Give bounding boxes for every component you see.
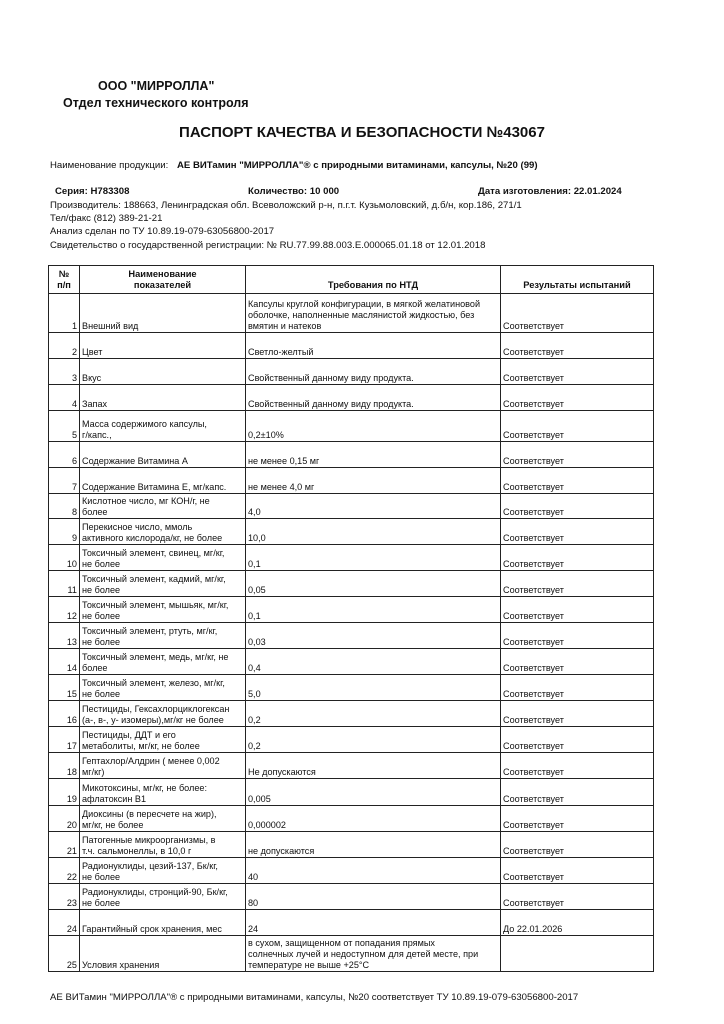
date-label: Дата изготовления:	[478, 186, 572, 197]
header-name-line: показателей	[133, 279, 192, 290]
indicator-name-line: не более	[82, 611, 121, 621]
requirement	[246, 359, 501, 385]
requirement	[246, 675, 501, 701]
table-row	[49, 468, 654, 494]
indicator-name-line: Радионуклиды, цезий-137, Бк/кг,	[82, 861, 218, 871]
indicator-name-line: не более	[82, 559, 121, 569]
requirement	[246, 623, 501, 649]
requirement	[246, 832, 501, 858]
requirement	[246, 571, 501, 597]
test-result: Соответствует	[501, 294, 654, 333]
table-row	[49, 545, 654, 571]
test-result: Соответствует	[501, 884, 654, 910]
indicator-name	[80, 411, 246, 442]
requirement	[246, 779, 501, 806]
department-name: Отдел технического контроля	[63, 96, 249, 110]
table-header	[49, 266, 654, 294]
row-number: 1	[49, 294, 80, 333]
requirement-line: 0,03	[248, 637, 266, 647]
indicator-name-line: Внешний вид	[82, 321, 139, 331]
indicator-name-line: Токсичный элемент, свинец, мг/кг,	[82, 548, 225, 558]
quantity-value: 10 000	[309, 186, 340, 197]
requirement	[246, 936, 501, 972]
indicator-name	[80, 333, 246, 359]
indicator-name	[80, 675, 246, 701]
row-number: 13	[49, 623, 80, 649]
indicator-name-line: не более	[82, 585, 121, 595]
indicator-name-line: Токсичный элемент, ртуть, мг/кг,	[82, 626, 218, 636]
test-result: Соответствует	[501, 701, 654, 727]
quantity	[248, 186, 339, 197]
table-row	[49, 675, 654, 701]
row-number: 21	[49, 832, 80, 858]
requirement-line: 0,05	[248, 585, 266, 595]
requirement	[246, 727, 501, 753]
indicator-name	[80, 701, 246, 727]
indicator-name-line: не более	[82, 898, 121, 908]
requirement	[246, 468, 501, 494]
manufacture-date	[478, 186, 622, 197]
requirement-line: вмятин и натеков	[248, 321, 322, 331]
test-result: Соответствует	[501, 442, 654, 468]
table-row	[49, 910, 654, 936]
indicator-name	[80, 779, 246, 806]
indicator-name	[80, 385, 246, 411]
test-result: Соответствует	[501, 675, 654, 701]
requirement	[246, 858, 501, 884]
test-result: Соответствует	[501, 571, 654, 597]
indicator-name-line: Содержание Витамина Е, мг/капс.	[82, 482, 227, 492]
requirement-line: 0,1	[248, 611, 261, 621]
requirement-line: 0,000002	[248, 820, 286, 830]
requirement-line: Свойственный данному виду продукта.	[248, 399, 414, 409]
requirement-line: не менее 0,15 мг	[248, 456, 320, 466]
test-result: Соответствует	[501, 545, 654, 571]
row-number: 14	[49, 649, 80, 675]
table-row	[49, 858, 654, 884]
requirement	[246, 442, 501, 468]
requirement	[246, 910, 501, 936]
test-result: Соответствует	[501, 832, 654, 858]
indicator-name-line: Токсичный элемент, кадмий, мг/кг,	[82, 574, 226, 584]
product-line	[50, 160, 538, 171]
indicator-name-line: не более	[82, 872, 121, 882]
test-result: Соответствует	[501, 494, 654, 519]
product-value: АЕ ВИТамин "МИРРОЛЛА"® с природными витаминами, капсулы, №20 (99)	[176, 160, 538, 171]
requirement	[246, 753, 501, 779]
indicator-name	[80, 858, 246, 884]
indicator-name-line: Токсичный элемент, медь, мг/кг, не	[82, 652, 229, 662]
requirement-line: температуре не выше +25°С	[248, 960, 370, 970]
indicator-name	[80, 359, 246, 385]
indicator-name-line: Токсичный элемент, железо, мг/кг,	[82, 678, 225, 688]
row-number: 5	[49, 411, 80, 442]
row-number: 9	[49, 519, 80, 545]
table-row	[49, 936, 654, 972]
indicator-name-line: г/капс.,	[82, 430, 112, 440]
registration-certificate: Свидетельство о государственной регистрации: № RU.77.99.88.003.Е.000065.01.18 от 12.01.2018	[50, 240, 486, 251]
row-number: 7	[49, 468, 80, 494]
row-number: 22	[49, 858, 80, 884]
indicator-name-line: Гарантийный срок хранения, мес	[82, 924, 222, 934]
row-number: 17	[49, 727, 80, 753]
indicator-name-line: т.ч. сальмонеллы, в 10,0 г	[82, 846, 192, 856]
org-name: ООО "МИРРОЛЛА"	[98, 79, 215, 93]
table-row	[49, 779, 654, 806]
header-requirements: Требования по НТД	[246, 266, 501, 294]
requirement-line: Свойственный данному виду продукта.	[248, 373, 414, 383]
table-row	[49, 442, 654, 468]
requirement	[246, 597, 501, 623]
quantity-label: Количество:	[248, 186, 308, 197]
table-row	[49, 494, 654, 519]
requirement-line: в сухом, защищенном от попадания прямых	[248, 938, 435, 948]
requirement-line: 0,2±10%	[248, 430, 284, 440]
row-number: 18	[49, 753, 80, 779]
indicator-name	[80, 832, 246, 858]
indicator-name-line: Микотоксины, мг/кг, не более:	[82, 783, 207, 793]
requirement-line: 0,4	[248, 663, 261, 673]
test-result: До 22.01.2026	[501, 910, 654, 936]
indicator-name	[80, 545, 246, 571]
header-name-line: Наименование	[128, 268, 197, 279]
indicator-name	[80, 519, 246, 545]
indicator-name-line: более	[82, 507, 108, 517]
indicator-name	[80, 294, 246, 333]
requirement-line: оболочке, наполненные маслянистой жидкостью, без	[248, 310, 475, 320]
indicator-name	[80, 727, 246, 753]
table-row	[49, 333, 654, 359]
indicator-name-line: мг/кг, не более	[82, 820, 144, 830]
test-result: Соответствует	[501, 623, 654, 649]
table-row	[49, 727, 654, 753]
indicator-name	[80, 649, 246, 675]
table-body	[49, 294, 654, 972]
table-row	[49, 832, 654, 858]
header-results: Результаты испытаний	[501, 266, 654, 294]
requirement	[246, 649, 501, 675]
row-number: 19	[49, 779, 80, 806]
indicator-name-line: (а-, в-, у- изомеры),мг/кг не более	[82, 715, 224, 725]
indicator-name	[80, 623, 246, 649]
row-number: 2	[49, 333, 80, 359]
requirement-line: 4,0	[248, 507, 261, 517]
row-number: 8	[49, 494, 80, 519]
requirement-line: солнечных лучей и недоступном для детей месте, при	[248, 949, 479, 959]
requirement	[246, 701, 501, 727]
indicator-name-line: Запах	[82, 399, 108, 409]
requirement	[246, 806, 501, 832]
requirement-line: 0,1	[248, 559, 261, 569]
requirement-line: 10,0	[248, 533, 266, 543]
table-row	[49, 806, 654, 832]
table-row	[49, 411, 654, 442]
test-result: Соответствует	[501, 519, 654, 545]
test-result: Соответствует	[501, 753, 654, 779]
indicator-name-line: Цвет	[82, 347, 103, 357]
test-result: Соответствует	[501, 333, 654, 359]
indicator-name-line: Условия хранения	[82, 960, 160, 970]
table-row	[49, 753, 654, 779]
row-number: 6	[49, 442, 80, 468]
series-value: Н783308	[90, 186, 130, 197]
table-row	[49, 701, 654, 727]
requirement-line: 40	[248, 872, 259, 882]
indicator-name	[80, 884, 246, 910]
indicator-name	[80, 753, 246, 779]
requirement-line: Капсулы круглой конфигурации, в мягкой желатиновой	[248, 299, 481, 309]
table-row	[49, 571, 654, 597]
test-result: Соответствует	[501, 597, 654, 623]
requirement	[246, 884, 501, 910]
requirement-line: не допускаются	[248, 846, 315, 856]
requirement-line: 0,2	[248, 741, 261, 751]
requirement	[246, 294, 501, 333]
row-number: 3	[49, 359, 80, 385]
indicator-name	[80, 936, 246, 972]
phone: Тел/факс (812) 389-21-21	[50, 213, 163, 224]
requirement-line: 24	[248, 924, 259, 934]
header-name	[80, 266, 246, 294]
indicator-name	[80, 468, 246, 494]
indicator-name-line: Перекисное число, ммоль	[82, 522, 193, 532]
table-row	[49, 597, 654, 623]
test-result: Соответствует	[501, 727, 654, 753]
test-result: Соответствует	[501, 779, 654, 806]
requirement	[246, 494, 501, 519]
indicator-name	[80, 442, 246, 468]
analysis-standard: Анализ сделан по ТУ 10.89.19-079-63056800-2017	[50, 226, 275, 237]
indicator-name-line: Масса содержимого капсулы,	[82, 419, 207, 429]
requirement-line: 0,005	[248, 794, 271, 804]
test-result	[501, 936, 654, 972]
quality-table	[48, 265, 654, 972]
test-result: Соответствует	[501, 649, 654, 675]
header-num	[49, 266, 80, 294]
requirement-line: 0,2	[248, 715, 261, 725]
indicator-name-line: не более	[82, 637, 121, 647]
row-number: 20	[49, 806, 80, 832]
indicator-name-line: более	[82, 663, 108, 673]
indicator-name-line: мг/кг)	[82, 767, 105, 777]
row-number: 16	[49, 701, 80, 727]
series	[55, 186, 129, 197]
requirement-line: Не допускаются	[248, 767, 316, 777]
requirement	[246, 519, 501, 545]
series-label: Серия:	[55, 186, 88, 197]
indicator-name-line: Кислотное число, мг КОН/г, не	[82, 496, 210, 506]
product-label: Наименование продукции:	[50, 160, 169, 171]
row-number: 4	[49, 385, 80, 411]
indicator-name-line: Гептахлор/Алдрин ( менее 0,002	[82, 756, 220, 766]
header-num-line: п/п	[57, 279, 71, 290]
date-value: 22.01.2024	[573, 186, 622, 197]
table-row	[49, 623, 654, 649]
table-row	[49, 884, 654, 910]
test-result: Соответствует	[501, 858, 654, 884]
row-number: 24	[49, 910, 80, 936]
requirement	[246, 385, 501, 411]
requirement-line: Светло-желтый	[248, 347, 314, 357]
conformity-statement: АЕ ВИТамин "МИРРОЛЛА"® с природными витаминами, капсулы, №20 соответствует ТУ 10.89.19-079-63056800-2017	[50, 992, 579, 1003]
row-number: 23	[49, 884, 80, 910]
requirement-line: 5,0	[248, 689, 261, 699]
row-number: 11	[49, 571, 80, 597]
row-number: 15	[49, 675, 80, 701]
requirement-line: 80	[248, 898, 259, 908]
indicator-name	[80, 806, 246, 832]
indicator-name-line: афлатоксин В1	[82, 794, 147, 804]
test-result: Соответствует	[501, 468, 654, 494]
document-title: ПАСПОРТ КАЧЕСТВА И БЕЗОПАСНОСТИ №43067	[179, 124, 545, 141]
indicator-name-line: метаболиты, мг/кг, не более	[82, 741, 200, 751]
indicator-name	[80, 597, 246, 623]
indicator-name	[80, 571, 246, 597]
requirement	[246, 411, 501, 442]
indicator-name	[80, 910, 246, 936]
row-number: 12	[49, 597, 80, 623]
test-result: Соответствует	[501, 806, 654, 832]
row-number: 25	[49, 936, 80, 972]
test-result: Соответствует	[501, 359, 654, 385]
test-result: Соответствует	[501, 411, 654, 442]
test-result: Соответствует	[501, 385, 654, 411]
row-number: 10	[49, 545, 80, 571]
requirement	[246, 545, 501, 571]
table-row	[49, 649, 654, 675]
table-row	[49, 519, 654, 545]
header-num-line: №	[58, 268, 70, 279]
indicator-name-line: Вкус	[82, 373, 102, 383]
requirement	[246, 333, 501, 359]
indicator-name	[80, 494, 246, 519]
indicator-name-line: не более	[82, 689, 121, 699]
indicator-name-line: Содержание Витамина А	[82, 456, 188, 466]
indicator-name-line: Пестициды, ДДТ и его	[82, 730, 176, 740]
indicator-name-line: Пестициды, Гексахлорциклогексан	[82, 704, 230, 714]
indicator-name-line: Диоксины (в пересчете на жир),	[82, 809, 217, 819]
indicator-name-line: Токсичный элемент, мышьяк, мг/кг,	[82, 600, 229, 610]
table-row	[49, 294, 654, 333]
table-row	[49, 359, 654, 385]
table-row	[49, 385, 654, 411]
indicator-name-line: Радионуклиды, стронций-90, Бк/кг,	[82, 887, 228, 897]
requirement-line: не менее 4,0 мг	[248, 482, 315, 492]
indicator-name-line: Патогенные микроорганизмы, в	[82, 835, 216, 845]
indicator-name-line: активного кислорода/кг, не более	[82, 533, 223, 543]
manufacturer: Производитель: 188663, Ленинградская обл. Всеволожский р-н, п.г.т. Кузьмоловский, д.б/н, кор.186, 271/1	[50, 200, 522, 211]
